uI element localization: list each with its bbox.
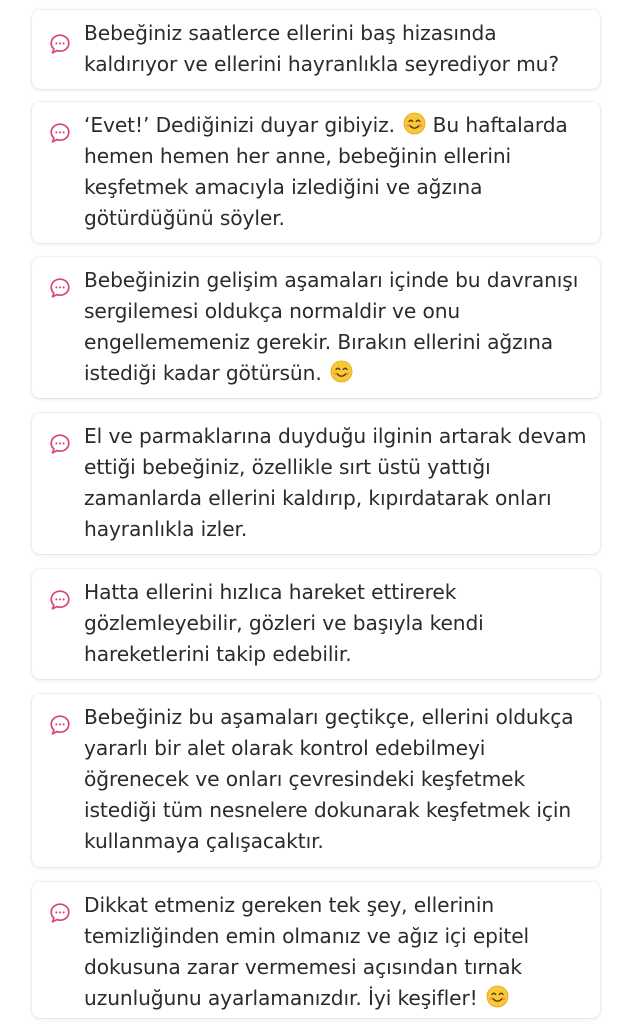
tip-text: El ve parmaklarına duyduğu ilginin artarak devam ettiği bebeğiniz, özellikle sırt üstü yattığı zamanlarda ellerini kaldırıp, kıpırdatarak onları hayranlıkla izler. [84, 424, 587, 541]
tip-card [32, 694, 600, 867]
chat-bubble-icon [48, 32, 72, 56]
smiling-face-emoji [330, 360, 353, 383]
chat-bubble-icon [48, 901, 72, 925]
tip-card [32, 257, 600, 398]
tip-text: Bebeğiniz bu aşamaları geçtikçe, ellerini oldukça yararlı bir alet olarak kontrol edebilmeyi öğrenecek ve onları çevresindeki keşfetmek istediği tüm nesnelere dokunarak keşfetmek için kullanmaya çalışacaktır. [84, 705, 574, 853]
tip-card [32, 882, 600, 1018]
tip-text: Dikkat etmeniz gereken tek şey, ellerinin temizliğinden emin olmanız ve ağız içi epitel dokusuna zarar vermemesi açısından tırnak uzunluğunu ayarlamanızdır. İyi keşifler! [84, 893, 530, 1010]
tip-card [32, 413, 600, 554]
tip-text: Bebeğinizin gelişim aşamaları içinde bu davranışı sergilemesi oldukça normaldir ve onu engellememeniz gerekir. Bırakın ellerini ağzına istediği kadar götürsün. [84, 268, 579, 385]
tip-text: ‘Evet!’ Dediğinizi duyar gibiyiz. Bu haftalarda hemen hemen her anne, bebeğinin ellerini keşfetmek amacıyla izlediğini ve ağzına götürdüğünü söyler. [84, 113, 568, 230]
smiling-face-emoji [403, 112, 426, 135]
tip-card [32, 10, 600, 89]
chat-bubble-icon [48, 713, 72, 737]
tip-card [32, 569, 600, 679]
smiling-face-emoji [486, 985, 509, 1008]
tip-card [32, 102, 600, 243]
chat-bubble-icon [48, 276, 72, 300]
tip-text: Bebeğiniz saatlerce ellerini baş hizasında kaldırıyor ve ellerini hayranlıkla seyrediyor mu? [84, 21, 559, 76]
chat-bubble-icon [48, 432, 72, 456]
chat-bubble-icon [48, 588, 72, 612]
chat-bubble-icon [48, 121, 72, 145]
tip-text: Hatta ellerini hızlıca hareket ettirerek gözlemleyebilir, gözleri ve başıyla kendi hareketlerini takip edebilir. [84, 580, 484, 666]
